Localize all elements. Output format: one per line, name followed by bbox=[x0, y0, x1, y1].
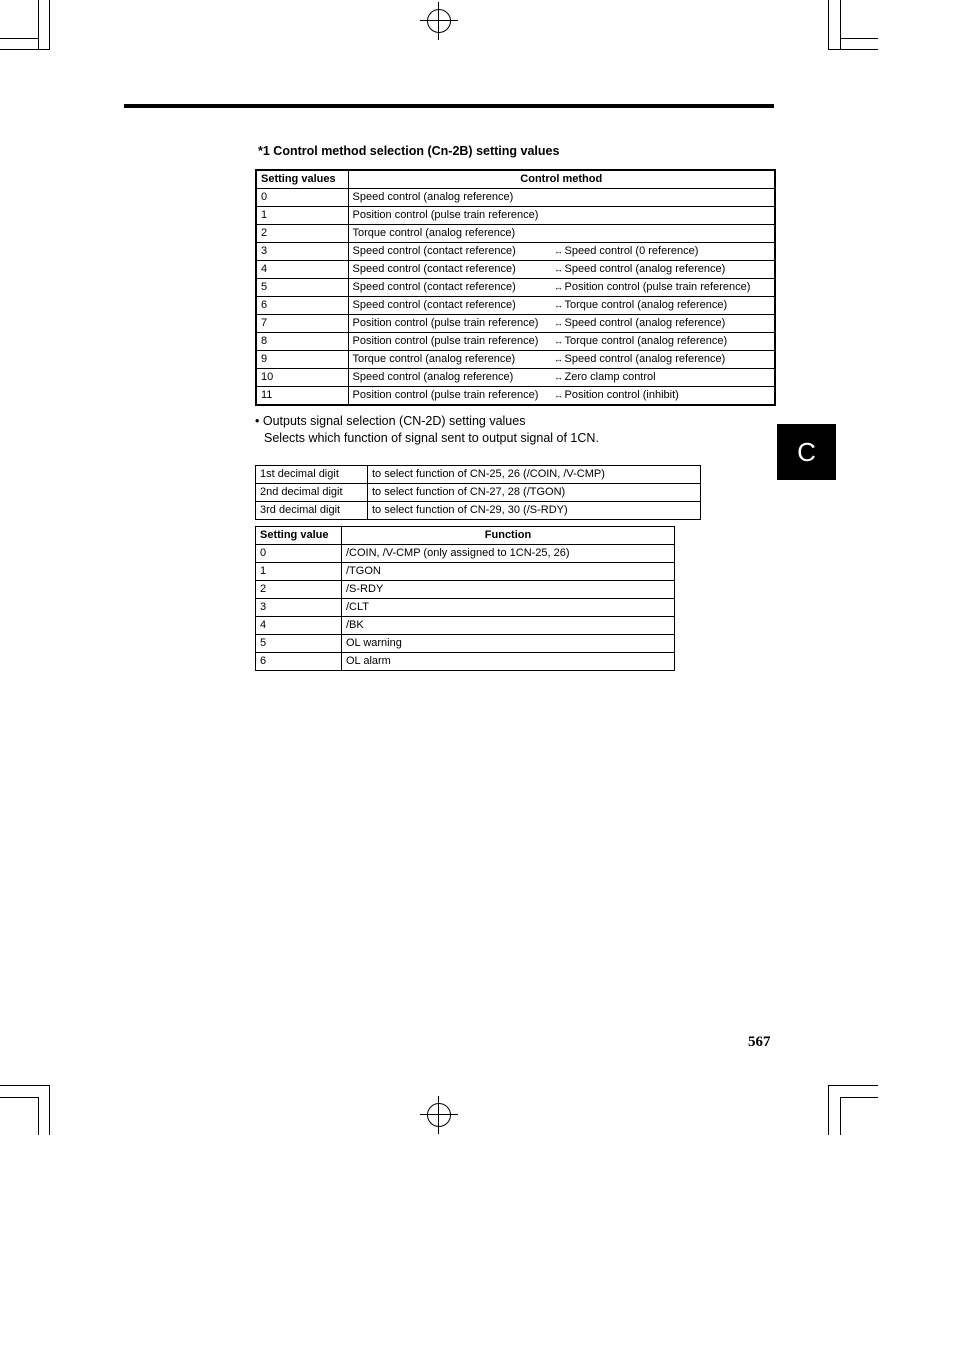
function-table bbox=[255, 526, 675, 671]
table-row bbox=[256, 189, 775, 207]
table-row bbox=[256, 653, 675, 671]
control-method-primary: Torque control (analog reference) bbox=[352, 227, 516, 239]
control-method-cell bbox=[348, 297, 775, 315]
control-method-primary: Position control (pulse train reference) bbox=[352, 209, 539, 221]
setting-value-cell: 5 bbox=[256, 279, 348, 297]
table-row bbox=[256, 617, 675, 635]
table-row bbox=[256, 466, 701, 484]
setting-value-cell: 4 bbox=[256, 617, 342, 635]
control-method-alternate: Speed control (0 reference) bbox=[564, 245, 699, 257]
control-method-cell bbox=[348, 333, 775, 351]
control-method-alternate: Position control (pulse train reference) bbox=[564, 281, 751, 293]
function-cell: /COIN, /V-CMP (only assigned to 1CN-25, 26) bbox=[342, 545, 675, 563]
decimal-digit-table bbox=[255, 465, 701, 520]
setting-value-cell: 4 bbox=[256, 261, 348, 279]
table-row bbox=[256, 387, 775, 406]
control-method-table bbox=[255, 169, 776, 406]
control-method-primary: Speed control (contact reference) bbox=[352, 263, 516, 275]
table-row bbox=[256, 243, 775, 261]
table-row bbox=[256, 502, 701, 520]
control-method-primary: Torque control (analog reference) bbox=[352, 353, 516, 365]
table-row bbox=[256, 545, 675, 563]
switch-arrow-icon: ↔ bbox=[554, 282, 563, 292]
digit-description-cell: to select function of CN-27, 28 (/TGON) bbox=[368, 484, 701, 502]
control-method-alternate: Position control (inhibit) bbox=[564, 389, 679, 401]
function-cell: OL alarm bbox=[342, 653, 675, 671]
table-row bbox=[256, 225, 775, 243]
control-method-cell bbox=[348, 225, 775, 243]
table-row bbox=[256, 581, 675, 599]
setting-value-cell: 9 bbox=[256, 351, 348, 369]
table-row bbox=[256, 297, 775, 315]
setting-value-cell: 6 bbox=[256, 653, 342, 671]
header-setting-values: Setting values bbox=[256, 170, 348, 189]
table-row bbox=[256, 315, 775, 333]
table-row bbox=[256, 279, 775, 297]
table-row bbox=[256, 351, 775, 369]
table-row bbox=[256, 207, 775, 225]
setting-value-cell: 0 bbox=[256, 545, 342, 563]
control-method-primary: Speed control (contact reference) bbox=[352, 245, 516, 257]
switch-arrow-icon: ↔ bbox=[554, 264, 563, 274]
control-method-cell bbox=[348, 207, 775, 225]
section-tab: C bbox=[777, 424, 836, 480]
control-method-alternate: Torque control (analog reference) bbox=[564, 335, 728, 347]
table-row bbox=[256, 563, 675, 581]
decimal-digit-cell: 3rd decimal digit bbox=[256, 502, 368, 520]
setting-value-cell: 11 bbox=[256, 387, 348, 406]
control-method-cell bbox=[348, 387, 775, 406]
function-cell: /S-RDY bbox=[342, 581, 675, 599]
control-method-alternate: Speed control (analog reference) bbox=[564, 353, 726, 365]
header-rule bbox=[124, 104, 774, 108]
control-method-primary: Position control (pulse train reference) bbox=[352, 317, 539, 329]
table-row bbox=[256, 484, 701, 502]
control-method-cell bbox=[348, 369, 775, 387]
table-row bbox=[256, 599, 675, 617]
setting-value-cell: 8 bbox=[256, 333, 348, 351]
note-heading: • Outputs signal selection (CN-2D) setting values bbox=[255, 414, 526, 428]
control-method-cell bbox=[348, 189, 775, 207]
setting-value-cell: 3 bbox=[256, 599, 342, 617]
control-method-primary: Position control (pulse train reference) bbox=[352, 335, 539, 347]
setting-value-cell: 7 bbox=[256, 315, 348, 333]
control-method-alternate: Speed control (analog reference) bbox=[564, 317, 726, 329]
switch-arrow-icon: ↔ bbox=[554, 318, 563, 328]
table-row bbox=[256, 635, 675, 653]
switch-arrow-icon: ↔ bbox=[554, 336, 563, 346]
function-cell: /CLT bbox=[342, 599, 675, 617]
function-cell: /BK bbox=[342, 617, 675, 635]
header-function: Function bbox=[342, 527, 675, 545]
control-method-cell bbox=[348, 243, 775, 261]
control-method-primary: Speed control (analog reference) bbox=[352, 371, 514, 383]
control-method-primary: Speed control (analog reference) bbox=[352, 191, 514, 203]
table-caption: *1 Control method selection (Cn-2B) setting values bbox=[258, 144, 560, 158]
output-signal-note bbox=[255, 413, 599, 447]
control-method-cell bbox=[348, 351, 775, 369]
setting-value-cell: 10 bbox=[256, 369, 348, 387]
header-control-method: Control method bbox=[348, 170, 775, 189]
function-cell: /TGON bbox=[342, 563, 675, 581]
control-method-cell bbox=[348, 261, 775, 279]
switch-arrow-icon: ↔ bbox=[554, 300, 563, 310]
control-method-primary: Speed control (contact reference) bbox=[352, 281, 516, 293]
setting-value-cell: 2 bbox=[256, 581, 342, 599]
table-row bbox=[256, 369, 775, 387]
decimal-digit-cell: 2nd decimal digit bbox=[256, 484, 368, 502]
setting-value-cell: 1 bbox=[256, 563, 342, 581]
control-method-alternate: Torque control (analog reference) bbox=[564, 299, 728, 311]
control-method-primary: Position control (pulse train reference) bbox=[352, 389, 539, 401]
setting-value-cell: 5 bbox=[256, 635, 342, 653]
digit-description-cell: to select function of CN-29, 30 (/S-RDY) bbox=[368, 502, 701, 520]
function-cell: OL warning bbox=[342, 635, 675, 653]
page-number: 567 bbox=[748, 1034, 771, 1050]
setting-value-cell: 0 bbox=[256, 189, 348, 207]
setting-value-cell: 3 bbox=[256, 243, 348, 261]
table-row bbox=[256, 261, 775, 279]
control-method-cell bbox=[348, 279, 775, 297]
setting-value-cell: 6 bbox=[256, 297, 348, 315]
switch-arrow-icon: ↔ bbox=[554, 390, 563, 400]
table-row bbox=[256, 333, 775, 351]
control-method-alternate: Speed control (analog reference) bbox=[564, 263, 726, 275]
note-description: Selects which function of signal sent to output signal of 1CN. bbox=[264, 431, 599, 445]
digit-description-cell: to select function of CN-25, 26 (/COIN, /V-CMP) bbox=[368, 466, 701, 484]
switch-arrow-icon: ↔ bbox=[554, 246, 563, 256]
control-method-cell bbox=[348, 315, 775, 333]
switch-arrow-icon: ↔ bbox=[554, 372, 563, 382]
header-setting-value: Setting value bbox=[256, 527, 342, 545]
control-method-primary: Speed control (contact reference) bbox=[352, 299, 516, 311]
setting-value-cell: 2 bbox=[256, 225, 348, 243]
decimal-digit-cell: 1st decimal digit bbox=[256, 466, 368, 484]
control-method-alternate: Zero clamp control bbox=[564, 371, 656, 383]
switch-arrow-icon: ↔ bbox=[554, 354, 563, 364]
setting-value-cell: 1 bbox=[256, 207, 348, 225]
